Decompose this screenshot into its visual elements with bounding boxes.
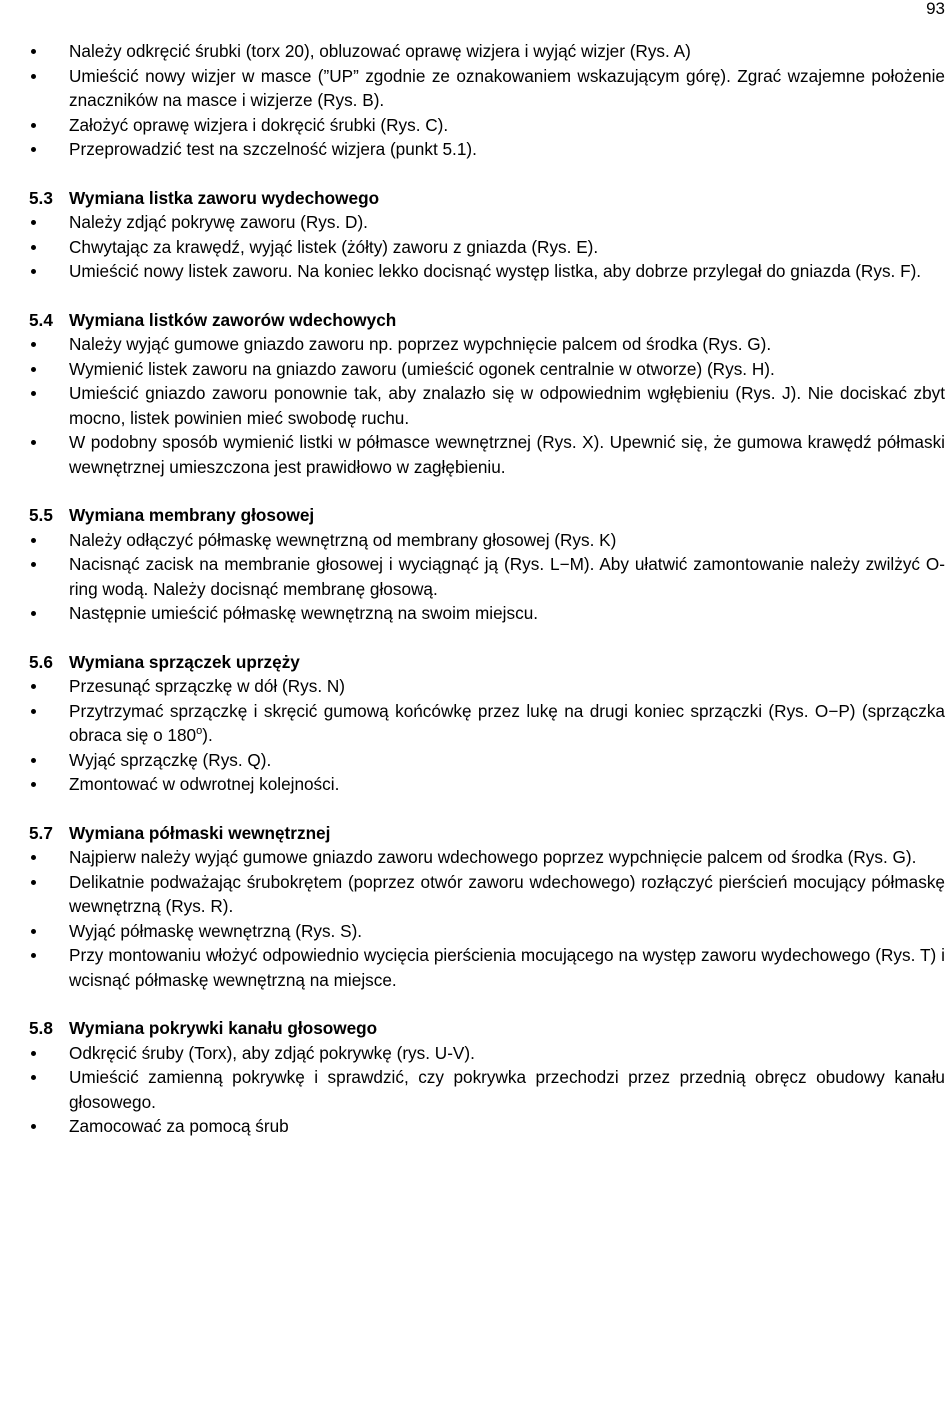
bullet-icon [31, 269, 36, 274]
section-title: Wymiana pokrywki kanału głosowego [69, 1018, 378, 1038]
section-number: 5.7 [29, 822, 53, 843]
list-item: Najpierw należy wyjąć gumowe gniazdo zaworu wdechowego poprzez wypchnięcie palcem od środka (Rys. G). [29, 845, 945, 870]
intro-list [29, 39, 945, 162]
bullet-icon [31, 538, 36, 543]
section-number: 5.5 [29, 505, 53, 525]
section-title: Wymiana listka zaworu wydechowego [69, 187, 380, 208]
bullet-icon [31, 855, 36, 860]
bullet-icon [31, 220, 36, 225]
bullet-icon [31, 391, 36, 396]
list-item: Wyjąć sprzączkę (Rys. Q). [29, 748, 945, 773]
list-item: Zmontować w odwrotnej kolejności. [29, 772, 945, 797]
section-5-6 [29, 650, 945, 797]
section-number: 5.6 [29, 651, 53, 672]
section-heading [29, 503, 945, 528]
bullet-icon [31, 758, 36, 763]
section-5-4 [29, 308, 945, 480]
list-item: Przesunąć sprzączkę w dół (Rys. N) [29, 674, 945, 699]
bullet-icon [31, 342, 36, 347]
list-item: Wymienić listek zaworu na gniazdo zaworu (umieścić ogonek centralnie w otworze) (Rys. H). [29, 357, 945, 382]
section-heading [29, 186, 945, 211]
section-number: 5.8 [29, 1018, 53, 1038]
section-number: 5.3 [29, 187, 53, 208]
document-body [29, 39, 945, 1139]
section-5-7 [29, 821, 945, 993]
page-number: 93 [926, 0, 945, 18]
section-list [29, 1041, 945, 1139]
list-item: Chwytając za krawędź, wyjąć listek (żółty) zaworu z gniazda (Rys. E). [29, 235, 945, 260]
bullet-icon [31, 440, 36, 445]
list-item: Odkręcić śruby (Torx), aby zdjąć pokrywkę (rys. U-V). [29, 1041, 945, 1066]
bullet-icon [31, 684, 36, 689]
bullet-icon [31, 782, 36, 787]
list-item: Należy wyjąć gumowe gniazdo zaworu np. poprzez wypchnięcie palcem od środka (Rys. G). [29, 332, 945, 357]
section-5-8 [29, 1016, 945, 1139]
section-heading [29, 650, 945, 675]
section-title: Wymiana półmaski wewnętrznej [69, 822, 331, 843]
list-item: Umieścić nowy wizjer w masce (”UP” zgodnie ze oznakowaniem wskazującym górę). Zgrać wzajemne położenie znaczników na masce i wizjerze (Rys. B). [29, 64, 945, 113]
bullet-icon [31, 1124, 36, 1129]
list-item: Założyć oprawę wizjera i dokręcić śrubki (Rys. C). [29, 113, 945, 138]
section-heading [29, 1016, 945, 1041]
section-list [29, 332, 945, 479]
bullet-icon [31, 74, 36, 79]
bullet-icon [31, 123, 36, 128]
list-item: Nacisnąć zacisk na membranie głosowej i wyciągnąć ją (Rys. L−M). Aby ułatwić zamontowanie należy zwilżyć O-ring wodą. Należy docisnąć membranę głosową. [29, 552, 945, 601]
list-item: Delikatnie podważając śrubokrętem (poprzez otwór zaworu wdechowego) rozłączyć pierścień mocujący półmaskę wewnętrzną (Rys. R). [29, 870, 945, 919]
list-item: Należy zdjąć pokrywę zaworu (Rys. D). [29, 210, 945, 235]
list-item: Zamocować za pomocą śrub [29, 1114, 945, 1139]
list-item: Następnie umieścić półmaskę wewnętrzną na swoim miejscu. [29, 601, 945, 626]
section-title: Wymiana listków zaworów wdechowych [69, 309, 397, 330]
section-5-5 [29, 503, 945, 626]
section-title: Wymiana membrany głosowej [69, 505, 315, 525]
section-list [29, 674, 945, 797]
section-title: Wymiana sprzączek uprzęży [69, 651, 300, 672]
section-heading [29, 308, 945, 333]
bullet-icon [31, 49, 36, 54]
degree-superscript: o [196, 725, 203, 737]
section-5-3 [29, 186, 945, 284]
bullet-icon [31, 245, 36, 250]
list-item: Umieścić zamienną pokrywkę i sprawdzić, czy pokrywka przechodzi przez przednią obręcz obudowy kanału głosowego. [29, 1065, 945, 1114]
list-item: Umieścić gniazdo zaworu ponownie tak, aby znalazło się w odpowiednim wgłębieniu (Rys. J). Nie dociskać zbyt mocno, listek powinien mieć swobodę ruchu. [29, 381, 945, 430]
list-item: Przytrzymać sprzączkę i skręcić gumową końcówkę przez lukę na drugi koniec sprzączki (Rys. O−P) (sprzączka obraca się o 180$^o$). [29, 699, 945, 748]
section-number: 5.4 [29, 309, 53, 330]
section-list [29, 845, 945, 992]
bullet-icon [31, 929, 36, 934]
list-item: Przeprowadzić test na szczelność wizjera (punkt 5.1). [29, 137, 945, 162]
bullet-icon [31, 1075, 36, 1080]
bullet-icon [31, 709, 36, 714]
bullet-icon [31, 611, 36, 616]
bullet-icon [31, 562, 36, 567]
bullet-icon [31, 147, 36, 152]
list-item: Należy odkręcić śrubki (torx 20), obluzować oprawę wizjera i wyjąć wizjer (Rys. A) [29, 39, 945, 64]
list-item: Należy odłączyć półmaskę wewnętrzną od membrany głosowej (Rys. K) [29, 528, 945, 553]
bullet-icon [31, 367, 36, 372]
bullet-icon [31, 880, 36, 885]
bullet-icon [31, 953, 36, 958]
list-item: Umieścić nowy listek zaworu. Na koniec lekko docisnąć występ listka, aby dobrze przylegał do gniazda (Rys. F). [29, 259, 945, 284]
section-list [29, 210, 945, 284]
list-item: Wyjąć półmaskę wewnętrzną (Rys. S). [29, 919, 945, 944]
list-item: Przy montowaniu włożyć odpowiednio wycięcia pierścienia mocującego na występ zaworu wydechowego (Rys. T) i wcisnąć półmaskę wewnętrzną na miejsce. [29, 943, 945, 992]
section-list [29, 528, 945, 626]
list-item: W podobny sposób wymienić listki w półmasce wewnętrznej (Rys. X). Upewnić się, że gumowa krawędź półmaski wewnętrznej umieszczona jest prawidłowo w zagłębieniu. [29, 430, 945, 479]
section-heading [29, 821, 945, 846]
bullet-icon [31, 1051, 36, 1056]
